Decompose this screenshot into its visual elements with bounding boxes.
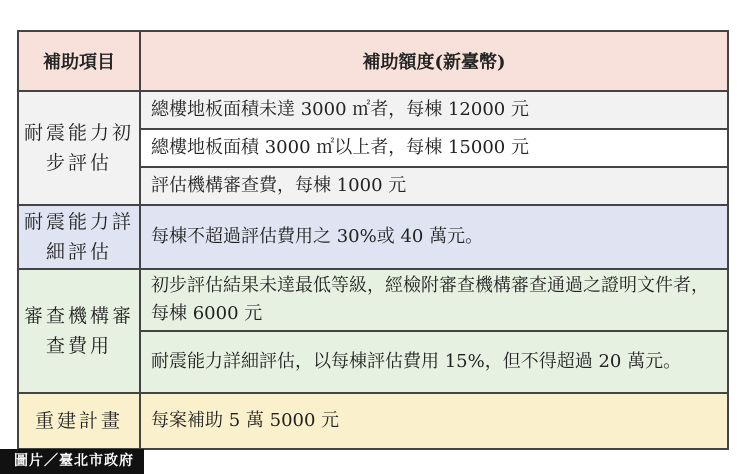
category-detailed: 耐震能力詳細評估 <box>18 205 140 269</box>
header-item: 補助項目 <box>18 31 140 91</box>
detailed-row-1: 每棟不超過評估費用之 30%或 40 萬元。 <box>140 205 728 269</box>
image-credit: 圖片／臺北市政府 <box>0 449 144 474</box>
subsidy-table <box>17 30 729 450</box>
category-rebuild: 重建計畫 <box>18 393 140 449</box>
category-preliminary: 耐震能力初步評估 <box>18 91 140 205</box>
preliminary-row-1: 總樓地板面積未達 3000 ㎡者，每棟 12000 元 <box>140 91 728 129</box>
category-review: 審查機構審查費用 <box>18 269 140 393</box>
header-amount: 補助額度(新臺幣) <box>140 31 728 91</box>
table-row <box>18 205 728 269</box>
preliminary-row-3: 評估機構審查費，每棟 1000 元 <box>140 167 728 205</box>
review-row-1: 初步評估結果未達最低等級，經檢附審查機構審查通過之證明文件者，每棟 6000 元 <box>140 269 728 331</box>
preliminary-row-2: 總樓地板面積 3000 ㎡以上者，每棟 15000 元 <box>140 129 728 167</box>
table-row <box>18 91 728 129</box>
table-header-row <box>18 31 728 91</box>
review-row-2: 耐震能力詳細評估，以每棟評估費用 15%，但不得超過 20 萬元。 <box>140 331 728 393</box>
subsidy-table-container <box>17 30 729 450</box>
rebuild-row-1: 每案補助 5 萬 5000 元 <box>140 393 728 449</box>
table-row <box>18 393 728 449</box>
table-row <box>18 269 728 331</box>
